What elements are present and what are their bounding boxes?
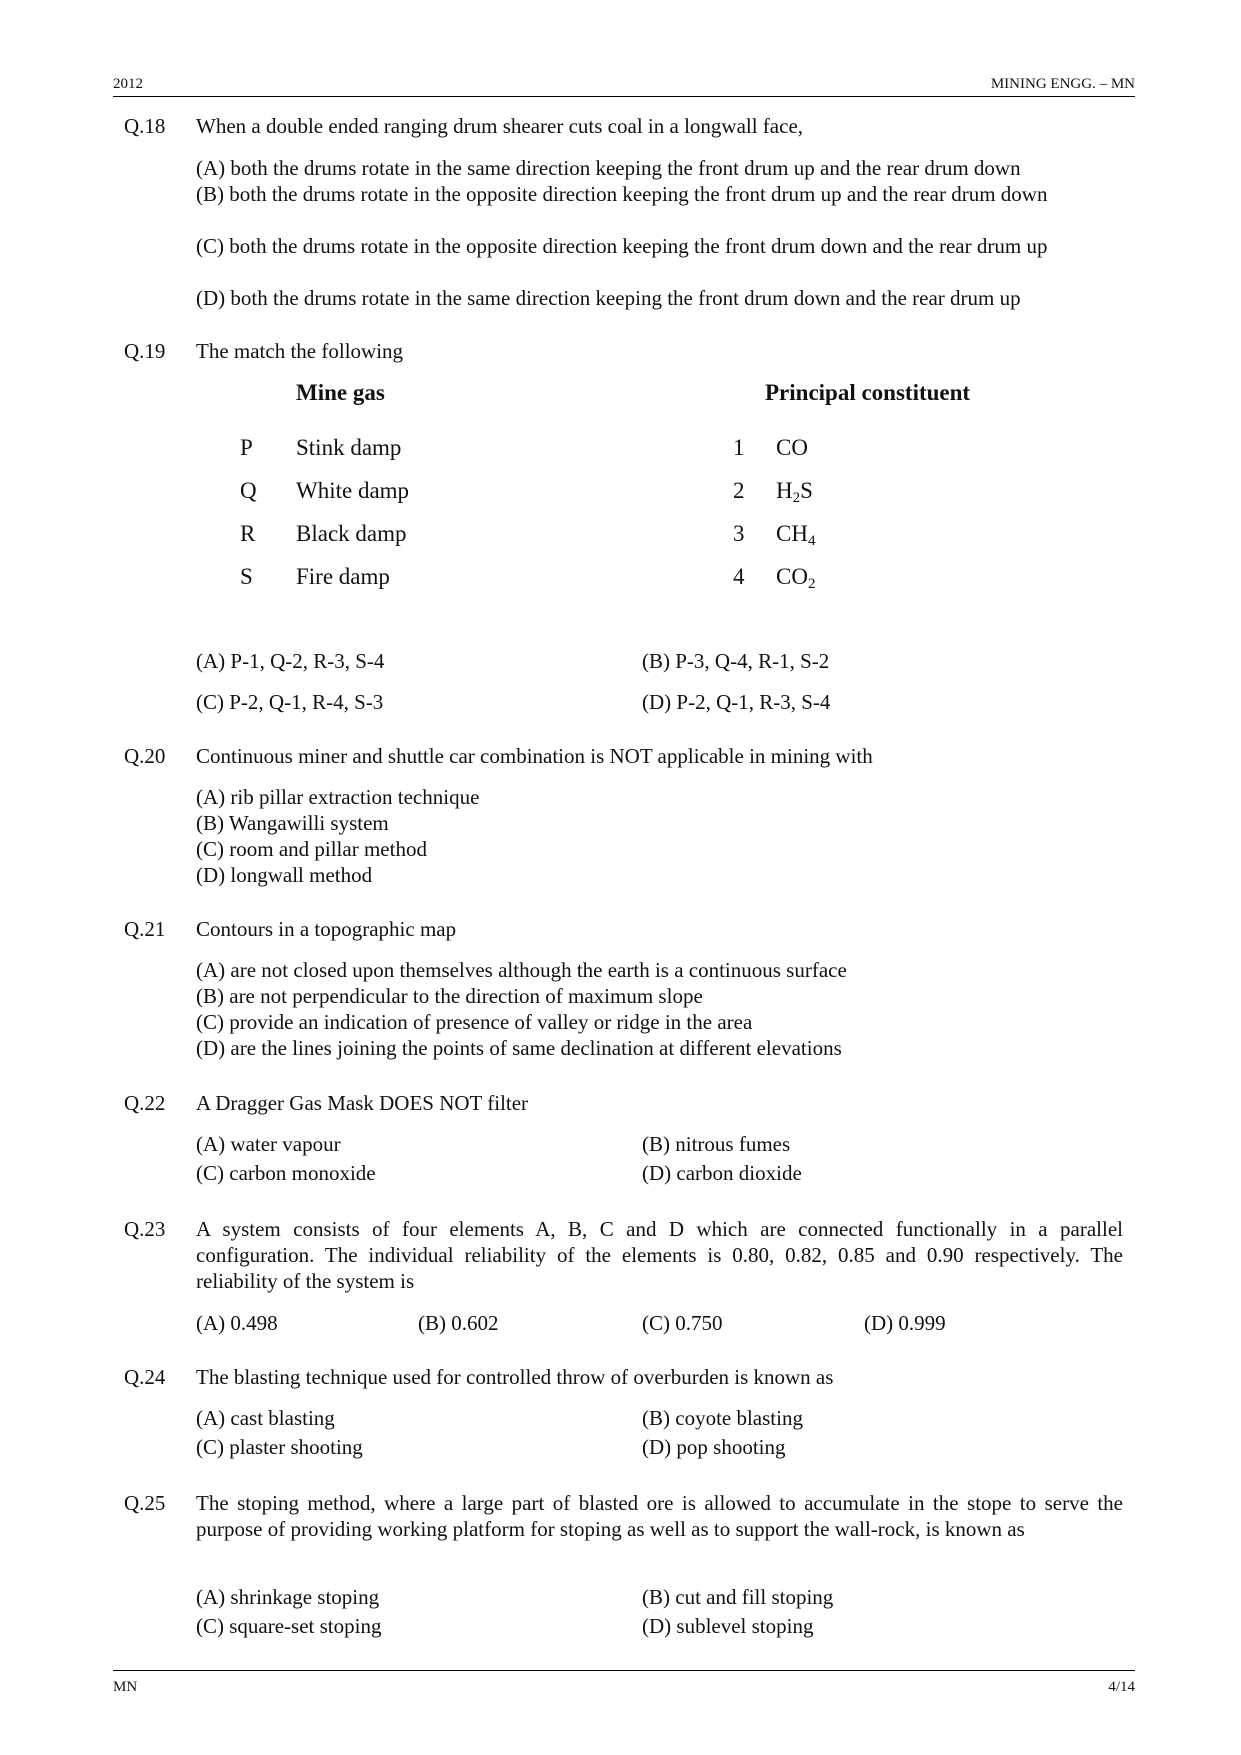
q23-stem: A system consists of four elements A, B, C and D which are connected functionally in a parallel configuration. The individual reliability of the elements is 0.80, 0.82, 0.85 and 0.90 respectively. The reliability of the system is	[196, 1217, 1123, 1293]
q19-option-c: (C) P-2, Q-1, R-4, S-3	[196, 690, 384, 714]
match-row-gas: White damp	[296, 478, 410, 503]
q24-option-d: (D) pop shooting	[642, 1435, 786, 1459]
q23-option-c: (C) 0.750	[642, 1311, 723, 1335]
q24-option-b: (B) coyote blasting	[642, 1406, 803, 1430]
q25-option-d: (D) sublevel stoping	[642, 1614, 814, 1638]
q21-option-b: (B) are not perpendicular to the direction of maximum slope	[196, 984, 703, 1008]
q21-number: Q.21	[124, 917, 166, 941]
q19-option-d: (D) P-2, Q-1, R-3, S-4	[642, 690, 831, 714]
q19-stem: The match the following	[196, 339, 404, 363]
q22-option-a: (A) water vapour	[196, 1132, 341, 1156]
match-row-gas: Stink damp	[296, 435, 402, 460]
q19-option-a: (A) P-1, Q-2, R-3, S-4	[196, 649, 385, 673]
q22-number: Q.22	[124, 1091, 166, 1115]
q21-stem: Contours in a topographic map	[196, 917, 457, 941]
match-row-letter: R	[240, 521, 256, 546]
header-year: 2012	[113, 76, 143, 92]
match-row-number: 4	[733, 564, 745, 589]
match-row-letter: P	[240, 435, 253, 460]
q20-option-c: (C) room and pillar method	[196, 837, 427, 861]
q23-number: Q.23	[124, 1217, 166, 1241]
q21-option-c: (C) provide an indication of presence of valley or ridge in the area	[196, 1010, 753, 1034]
q18-option-d: (D) both the drums rotate in the same direction keeping the front drum down and the rear drum up	[196, 286, 1021, 310]
q18-number: Q.18	[124, 114, 166, 138]
q19-number: Q.19	[124, 339, 166, 363]
q23-option-d: (D) 0.999	[864, 1311, 946, 1335]
match-row-number: 3	[733, 521, 745, 546]
match-row-letter: S	[240, 564, 253, 589]
q20-stem: Continuous miner and shuttle car combination is NOT applicable in mining with	[196, 744, 873, 768]
match-row-number: 1	[733, 435, 745, 460]
header-subject: MINING ENGG. – MN	[990, 76, 1135, 92]
page-header	[113, 74, 1135, 97]
q24-number: Q.24	[124, 1365, 166, 1389]
q18-option-a: (A) both the drums rotate in the same direction keeping the front drum up and the rear drum down	[196, 156, 1021, 180]
q21-option-d: (D) are the lines joining the points of same declination at different elevations	[196, 1036, 842, 1060]
q23-option-b: (B) 0.602	[418, 1311, 499, 1335]
q19-option-b: (B) P-3, Q-4, R-1, S-2	[642, 649, 830, 673]
q18-stem: When a double ended ranging drum shearer cuts coal in a longwall face,	[196, 114, 804, 138]
page-footer	[113, 1670, 1135, 1699]
q22-stem: A Dragger Gas Mask DOES NOT filter	[196, 1091, 529, 1115]
match-row-formula: $H_2S$	[776, 478, 813, 506]
match-row-formula: $CH_4$	[776, 521, 816, 549]
match-row-number: 2	[733, 478, 745, 503]
page-number: 4/14	[1108, 1679, 1135, 1695]
match-row-formula: $CO_2$	[776, 564, 816, 592]
q22-option-d: (D) carbon dioxide	[642, 1161, 802, 1185]
q25-option-c: (C) square-set stoping	[196, 1614, 382, 1638]
q20-number: Q.20	[124, 744, 166, 768]
q25-number: Q.25	[124, 1491, 166, 1515]
footer-paper-code: MN	[113, 1679, 138, 1695]
q18-option-b: (B) both the drums rotate in the opposite direction keeping the front drum up and the rear drum down	[196, 182, 1048, 206]
q22-option-c: (C) carbon monoxide	[196, 1161, 376, 1185]
q18-option-c: (C) both the drums rotate in the opposite direction keeping the front drum down and the rear drum up	[196, 234, 1048, 258]
q20-option-d: (D) longwall method	[196, 863, 373, 887]
match-row-gas: Black damp	[296, 521, 407, 546]
q24-stem: The blasting technique used for controlled throw of overburden is known as	[196, 1365, 834, 1389]
match-header-constituent: Principal constituent	[765, 380, 971, 405]
q25-option-a: (A) shrinkage stoping	[196, 1585, 380, 1609]
q23-option-a: (A) 0.498	[196, 1311, 278, 1335]
q20-option-a: (A) rib pillar extraction technique	[196, 785, 480, 809]
match-row-formula: CO	[776, 435, 808, 460]
match-row-letter: Q	[240, 478, 257, 503]
q21-option-a: (A) are not closed upon themselves although the earth is a continuous surface	[196, 958, 847, 982]
q24-option-c: (C) plaster shooting	[196, 1435, 363, 1459]
q24-option-a: (A) cast blasting	[196, 1406, 335, 1430]
q25-option-b: (B) cut and fill stoping	[642, 1585, 834, 1609]
match-row-gas: Fire damp	[296, 564, 390, 589]
q25-stem: The stoping method, where a large part of blasted ore is allowed to accumulate in the stope to serve the purpose of providing working platform for stoping as well as to support the wall-rock, is known as	[196, 1491, 1123, 1541]
q20-option-b: (B) Wangawilli system	[196, 811, 389, 835]
q22-option-b: (B) nitrous fumes	[642, 1132, 791, 1156]
match-header-mine-gas: Mine gas	[296, 380, 385, 405]
